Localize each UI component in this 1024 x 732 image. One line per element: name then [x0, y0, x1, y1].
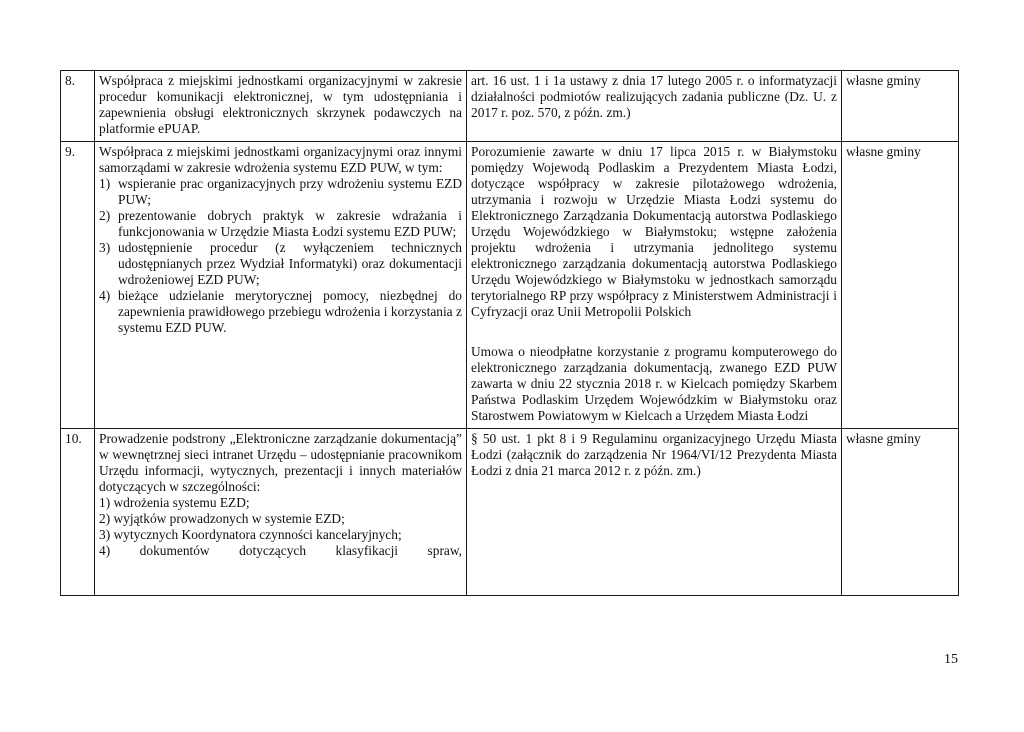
task-description [95, 429, 467, 596]
funding-source: własne gminy [842, 142, 959, 429]
list-item [99, 240, 462, 288]
tasks-table [60, 70, 959, 596]
list-item-text: prezentowanie dobrych praktyk w zakresie wdrażania i funkcjonowania w Urzędzie Miasta Łodzi systemu EZD PUW; [118, 208, 462, 239]
page-number: 15 [944, 652, 958, 667]
list-item [99, 176, 462, 208]
funding-source: własne gminy [842, 429, 959, 596]
list-item: 1) wdrożenia systemu EZD; [99, 495, 250, 510]
legal-basis [467, 429, 842, 596]
description-intro: Prowadzenie podstrony „Elektroniczne zarządzanie dokumentacją” w wewnętrznej sieci intranet Urzędu – udostępnianie pracownikom Urzędu informacji, wytycznych, prezentacji i innych materiałów dotyczących w szczególności: [99, 431, 462, 494]
legal-basis-text: art. 16 ust. 1 i 1a ustawy z dnia 17 lutego 2005 r. o informatyzacji działalności podmiotów realizujących zadania publiczne (Dz. U. z 2017 r. poz. 570, z późn. zm.) [471, 73, 837, 120]
legal-basis-text: Porozumienie zawarte w dniu 17 lipca 2015 r. w Białymstoku pomiędzy Wojewodą Podlaskim a Prezydentem Miasta Łodzi, dotyczące współpracy w zakresie pilotażowego wdrożenia, utrzymania i rozwoju w Urzędzie Miasta Łodzi systemu do Elektronicznego Zarządzania Dokumentacją autorstwa Podlaskiego Urzędu Wojewódzkiego w Białymstoku; wstępne założenia projektu wdrożenia i utrzymania jednolitego systemu elektronicznego zarządzania dokumentacją autorstwa Podlaskiego Urzędu Wojewódzkiego w Białymstoku w jednostkach samorządu terytorialnego RP przy współpracy z Ministerstwem Administracji i Cyfryzacji oraz Unii Metropolii Polskich [471, 144, 837, 319]
list-marker: 1) [99, 176, 111, 191]
list-item-text: wspieranie prac organizacyjnych przy wdrożeniu systemu EZD PUW; [118, 176, 462, 207]
description-intro: Współpraca z miejskimi jednostkami organizacyjnymi oraz innymi samorządami w zakresie wdrożenia systemu EZD PUW, w tym: [99, 144, 462, 175]
description-text: Współpraca z miejskimi jednostkami organizacyjnymi w zakresie procedur komunikacji elektronicznej, w tym udostępniania i zapewnienia obsługi elektronicznych skrzynek podawczych na platformie ePUAP. [99, 73, 462, 136]
legal-basis-text: Umowa o nieodpłatne korzystanie z programu komputerowego do elektronicznego zarządzania dokumentacją, zwanego EZD PUW zawarta w dniu 22 stycznia 2018 r. w Kielcach pomiędzy Skarbem Państwa Podlaskim Urzędem Wojewódzkim w Białymstoku oraz Starostwem Powiatowym w Kielcach a Urzędem Miasta Łodzi [471, 344, 837, 423]
funding-source: własne gminy [842, 71, 959, 142]
legal-basis-text: § 50 ust. 1 pkt 8 i 9 Regulaminu organizacyjnego Urzędu Miasta Łodzi (załącznik do zarządzenia Nr 1964/VI/12 Prezydenta Miasta Łodzi z dnia 21 marca 2012 r. z późn. zm.) [471, 431, 837, 478]
row-number: 10. [61, 429, 95, 596]
list-item: 4) dokumentów dotyczących klasyfikacji spraw, [99, 543, 462, 558]
legal-basis [467, 142, 842, 429]
list-item-text: bieżące udzielanie merytorycznej pomocy, niezbędnej do zapewnienia prawidłowego przebiegu wdrożenia i korzystania z systemu EZD PUW. [118, 288, 462, 335]
description-list [99, 495, 462, 559]
list-marker: 3) [99, 240, 111, 255]
list-item [99, 288, 462, 336]
row-number: 9. [61, 142, 95, 429]
task-description [95, 71, 467, 142]
list-marker: 4) [99, 288, 111, 303]
table-row [61, 142, 959, 429]
table-row [61, 429, 959, 596]
row-number: 8. [61, 71, 95, 142]
list-item: 3) wytycznych Koordynatora czynności kancelaryjnych; [99, 527, 402, 542]
list-item: 2) wyjątków prowadzonych w systemie EZD; [99, 511, 345, 526]
table-row [61, 71, 959, 142]
task-description [95, 142, 467, 429]
list-item [99, 208, 462, 240]
legal-basis [467, 71, 842, 142]
list-item-text: udostępnienie procedur (z wyłączeniem technicznych udostępnianych przez Wydział Informatyki) oraz dokumentacji wdrożeniowej EZD PUW; [118, 240, 462, 287]
description-list [99, 176, 462, 336]
list-marker: 2) [99, 208, 111, 223]
